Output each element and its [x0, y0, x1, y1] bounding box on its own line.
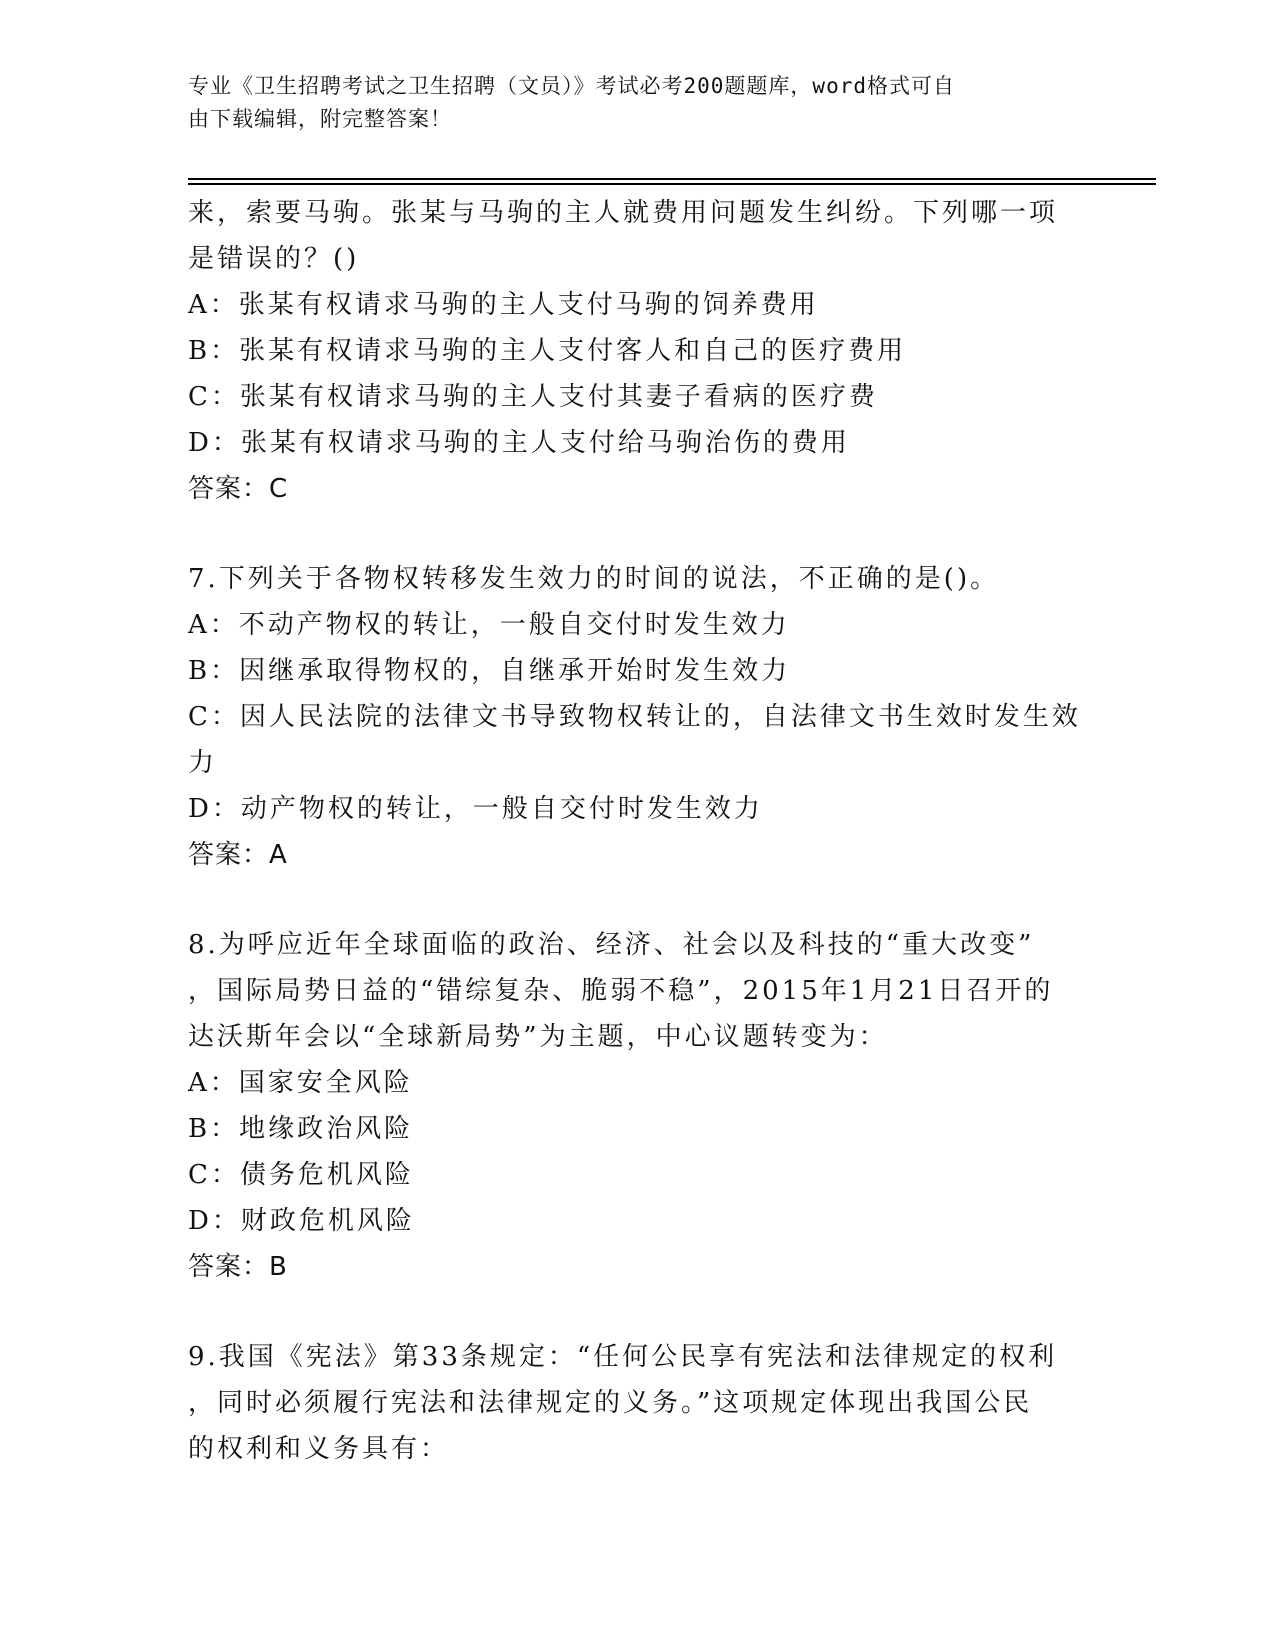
answer: 答案：B	[188, 1252, 288, 1282]
spacer	[188, 1290, 1088, 1334]
option-b: B：因继承取得物权的，自继承开始时发生效力	[188, 656, 791, 686]
spacer	[188, 878, 1088, 922]
question-7	[188, 556, 1088, 878]
option-d: D：财政危机风险	[188, 1206, 415, 1236]
option-a: A：国家安全风险	[188, 1068, 413, 1098]
option-d: D：动产物权的转让，一般自交付时发生效力	[188, 794, 763, 824]
question-text: 9.我国《宪法》第33条规定：“任何公民享有宪法和法律规定的权利	[188, 1342, 1058, 1372]
document-body	[188, 190, 1088, 1472]
question-6	[188, 190, 1088, 512]
question-text: 是错误的？()	[188, 244, 360, 274]
answer: 答案：C	[188, 474, 289, 504]
option-b: B：地缘政治风险	[188, 1114, 414, 1144]
spacer	[188, 512, 1088, 556]
question-text: ，同时必须履行宪法和法律规定的义务。”这项规定体现出我国公民	[188, 1388, 1033, 1418]
option-c: C：因人民法院的法律文书导致物权转让的，自法律文书生效时发生效	[188, 702, 1081, 732]
document-header	[188, 70, 1088, 136]
option-c-continued: 力	[188, 748, 218, 778]
question-9	[188, 1334, 1088, 1472]
option-c: C：张某有权请求马驹的主人支付其妻子看病的医疗费	[188, 382, 878, 412]
option-a: A：张某有权请求马驹的主人支付马驹的饲养费用	[188, 290, 819, 320]
question-text: 7.下列关于各物权转移发生效力的时间的说法，不正确的是()。	[188, 564, 1000, 594]
option-d: D：张某有权请求马驹的主人支付给马驹治伤的费用	[188, 428, 850, 458]
header-rule-top	[188, 178, 1156, 180]
header-line-2: 由下载编辑，附完整答案！	[188, 107, 452, 131]
question-text: 8.为呼应近年全球面临的政治、经济、社会以及科技的“重大改变”	[188, 930, 1035, 960]
header-line-1: 专业《卫生招聘考试之卫生招聘（文员）》考试必考200题题库，word格式可自	[188, 74, 955, 98]
question-text: 的权利和义务具有：	[188, 1434, 450, 1464]
header-rule-bottom	[188, 183, 1156, 185]
option-b: B：张某有权请求马驹的主人支付客人和自己的医疗费用	[188, 336, 907, 366]
question-text: 来，索要马驹。张某与马驹的主人就费用问题发生纠纷。下列哪一项	[188, 198, 1059, 228]
question-text: 达沃斯年会以“全球新局势”为主题，中心议题转变为：	[188, 1022, 888, 1052]
question-8	[188, 922, 1088, 1290]
option-c: C：债务危机风险	[188, 1160, 414, 1190]
option-a: A：不动产物权的转让，一般自交付时发生效力	[188, 610, 790, 640]
question-text: ，国际局势日益的“错综复杂、脆弱不稳”，2015年1月21日召开的	[188, 976, 1054, 1006]
answer: 答案：A	[188, 840, 288, 870]
